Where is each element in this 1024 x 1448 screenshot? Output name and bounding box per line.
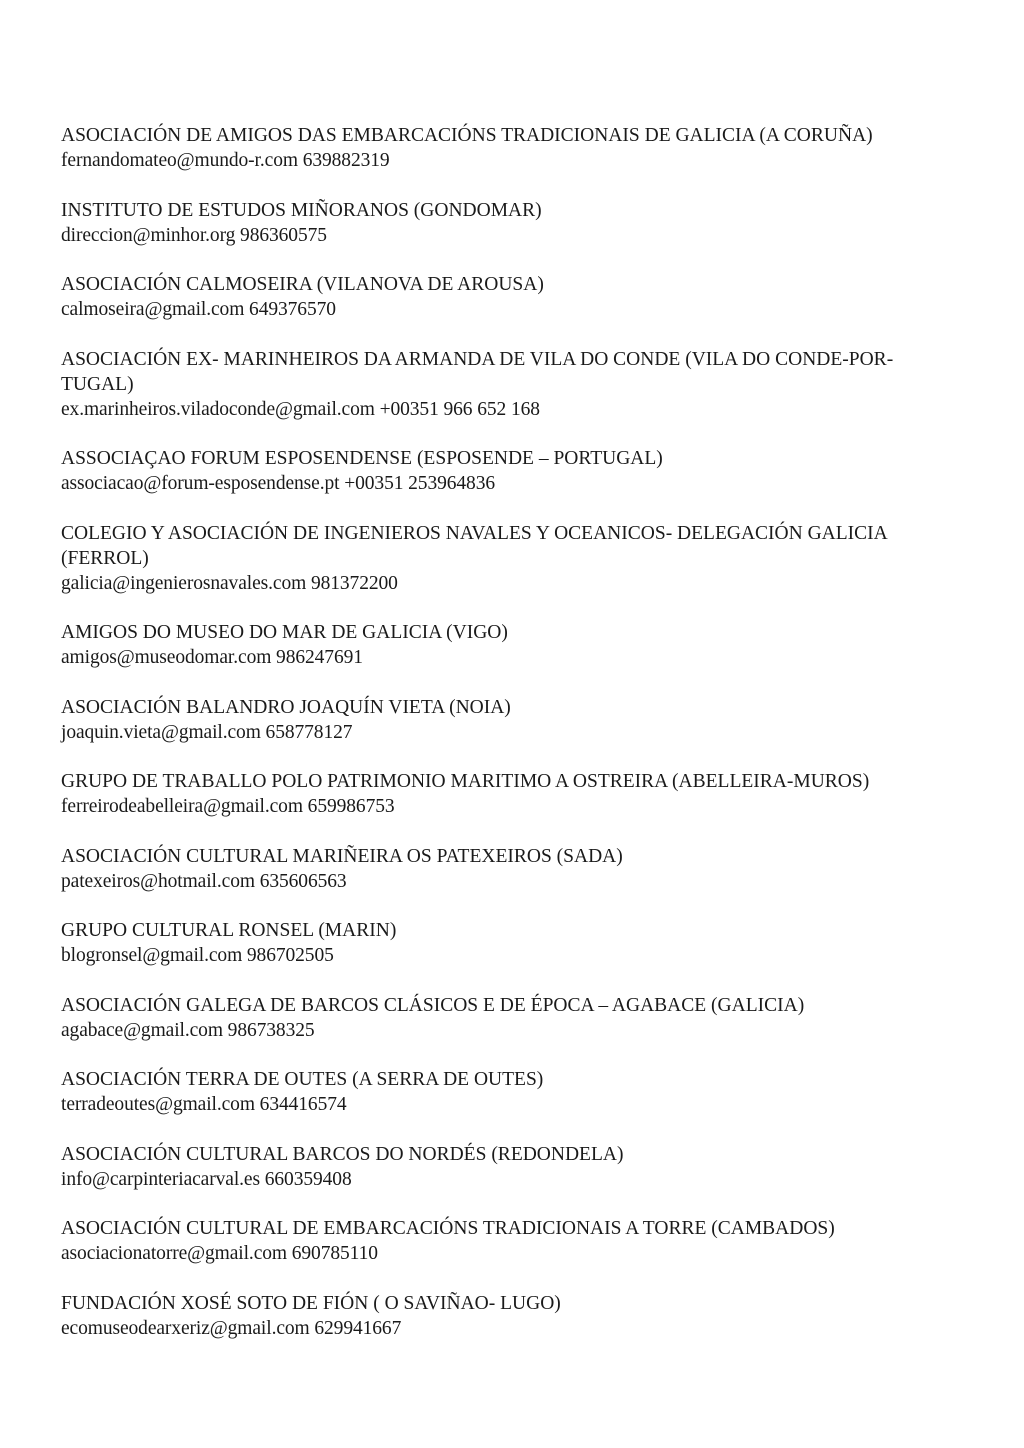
association-contact: patexeiros@hotmail.com 635606563 — [61, 870, 347, 892]
association-name: ASOCIACIÓN CULTURAL MARIÑEIRA OS PATEXEIROS (SADA) — [61, 845, 623, 867]
association-contact: amigos@museodomar.com 986247691 — [61, 647, 363, 668]
list-item — [61, 695, 961, 745]
list-item — [61, 844, 961, 894]
association-contact: terradeoutes@gmail.com 634416574 — [61, 1094, 347, 1115]
list-item — [61, 446, 961, 496]
association-contact: agabace@gmail.com 986738325 — [61, 1019, 315, 1041]
association-name: ASOCIACIÓN TERRA DE OUTES (A SERRA DE OUTES) — [61, 1069, 544, 1090]
association-name: GRUPO DE TRABALLO POLO PATRIMONIO MARITIMO A OSTREIRA (ABELLEIRA-MUROS) — [61, 771, 870, 792]
list-item — [61, 1067, 961, 1117]
association-name: ASSOCIAÇAO FORUM ESPOSENDENSE (ESPOSENDE – PORTUGAL) — [61, 448, 663, 469]
association-name-line-1: COLEGIO Y ASOCIACIÓN DE INGENIEROS NAVALES Y OCEANICOS- DELEGACIÓN GALICIA — [61, 522, 888, 544]
list-item — [61, 1291, 961, 1341]
association-name: GRUPO CULTURAL RONSEL (MARIN) — [61, 920, 397, 941]
association-contact: joaquin.vieta@gmail.com 658778127 — [61, 721, 353, 743]
association-contact: ecomuseodearxeriz@gmail.com 629941667 — [61, 1317, 402, 1339]
list-item — [61, 918, 961, 968]
association-contact: galicia@ingenierosnavales.com 981372200 — [61, 572, 398, 594]
association-name-line-2: (FERROL) — [61, 547, 149, 569]
association-name: INSTITUTO DE ESTUDOS MIÑORANOS (GONDOMAR) — [61, 199, 542, 221]
list-item — [61, 347, 961, 422]
list-item — [61, 620, 961, 670]
list-item — [61, 769, 961, 819]
list-item — [61, 272, 961, 322]
association-name: FUNDACIÓN XOSÉ SOTO DE FIÓN ( O SAVIÑAO- LUGO) — [61, 1292, 561, 1314]
association-contact: fernandomateo@mundo-r.com 639882319 — [61, 150, 390, 171]
association-name: ASOCIACIÓN CALMOSEIRA (VILANOVA DE AROUSA) — [61, 274, 544, 295]
association-contact: calmoseira@gmail.com 649376570 — [61, 299, 336, 320]
association-contact: blogronsel@gmail.com 986702505 — [61, 945, 334, 966]
list-item — [61, 1216, 961, 1266]
association-contact: ex.marinheiros.viladoconde@gmail.com +00351 966 652 168 — [61, 398, 540, 420]
association-name-line-1: ASOCIACIÓN EX- MARINHEIROS DA ARMANDA DE VILA DO CONDE (VILA DO CONDE-POR- — [61, 348, 894, 370]
list-item — [61, 123, 961, 173]
association-name: ASOCIACIÓN CULTURAL DE EMBARCACIÓNS TRADICIONAIS A TORRE (CAMBADOS) — [61, 1218, 835, 1239]
association-contact: direccion@minhor.org 986360575 — [61, 224, 327, 246]
association-list — [61, 123, 961, 1365]
association-name: ASOCIACIÓN CULTURAL BARCOS DO NORDÉS (REDONDELA) — [61, 1143, 624, 1165]
list-item — [61, 1142, 961, 1192]
list-item — [61, 198, 961, 248]
association-contact: asociacionatorre@gmail.com 690785110 — [61, 1243, 378, 1264]
association-name: ASOCIACIÓN BALANDRO JOAQUÍN VIETA (NOIA) — [61, 696, 511, 718]
association-name-line-2: TUGAL) — [61, 373, 134, 395]
association-contact: ferreirodeabelleira@gmail.com 659986753 — [61, 796, 395, 817]
association-contact: associacao@forum-esposendense.pt +00351 253964836 — [61, 473, 496, 494]
association-name: ASOCIACIÓN DE AMIGOS DAS EMBARCACIÓNS TRADICIONAIS DE GALICIA (A CORUÑA) — [61, 125, 873, 146]
association-name: ASOCIACIÓN GALEGA DE BARCOS CLÁSICOS E DE ÉPOCA – AGABACE (GALICIA) — [61, 994, 805, 1016]
association-contact: info@carpinteriacarval.es 660359408 — [61, 1168, 352, 1190]
list-item — [61, 521, 961, 596]
list-item — [61, 993, 961, 1043]
association-name: AMIGOS DO MUSEO DO MAR DE GALICIA (VIGO) — [61, 622, 508, 643]
